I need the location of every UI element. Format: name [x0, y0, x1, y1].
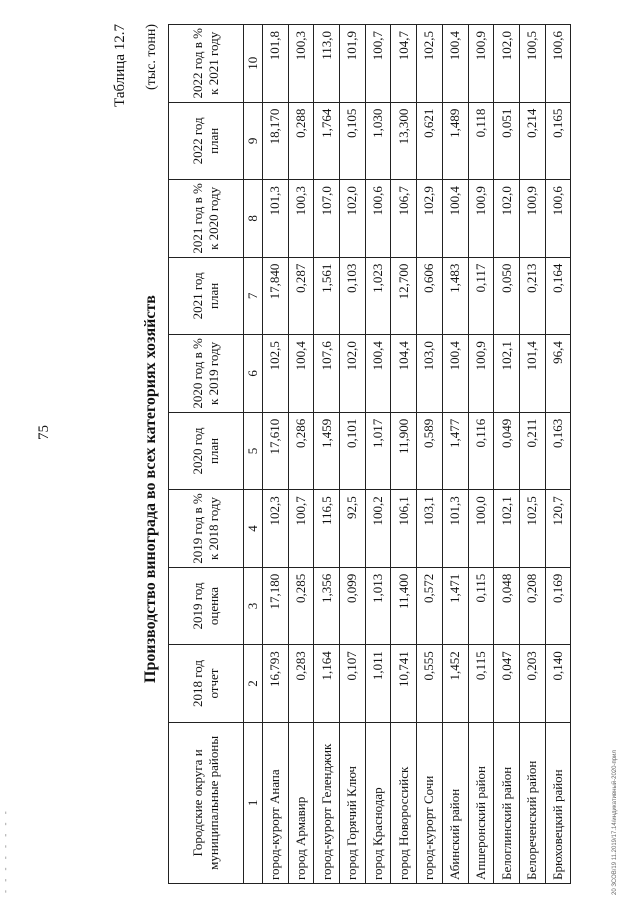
- table-row: [314, 25, 340, 884]
- table-cell: 101,8: [263, 25, 289, 103]
- table-cell: 17,180: [263, 567, 289, 645]
- table-cell: 0,103: [340, 257, 366, 335]
- table-cell: 0,555: [417, 645, 443, 723]
- column-number: 3: [244, 567, 263, 645]
- column-header: 2019 год оценка: [169, 567, 244, 645]
- table-cell: 96,4: [545, 335, 571, 413]
- table-cell: 17,840: [263, 257, 289, 335]
- table-cell: 102,0: [340, 335, 366, 413]
- table-cell: 1,477: [442, 412, 468, 490]
- district-name: Брюховецкий район: [545, 722, 571, 883]
- district-name: Белореченский район: [519, 722, 545, 883]
- table-cell: 100,9: [468, 180, 494, 258]
- table-cell: 0,163: [545, 412, 571, 490]
- table-cell: 0,208: [519, 567, 545, 645]
- table-row: [417, 25, 443, 884]
- table-cell: 102,0: [494, 180, 520, 258]
- column-number-row: [244, 25, 263, 884]
- table-cell: 103,1: [417, 490, 443, 568]
- district-name: город-курорт Геленджик: [314, 722, 340, 883]
- table-cell: 0,283: [288, 645, 314, 723]
- table-cell: 0,140: [545, 645, 571, 723]
- table-cell: 100,6: [545, 25, 571, 103]
- table-cell: 0,606: [417, 257, 443, 335]
- table-cell: 1,561: [314, 257, 340, 335]
- table-cell: 11,400: [391, 567, 417, 645]
- table-cell: 100,4: [442, 25, 468, 103]
- table-cell: 102,3: [263, 490, 289, 568]
- table-cell: 102,5: [263, 335, 289, 413]
- column-header: 2018 год отчет: [169, 645, 244, 723]
- table-cell: 0,107: [340, 645, 366, 723]
- table-cell: 100,4: [365, 335, 391, 413]
- table-cell: 106,7: [391, 180, 417, 258]
- table-row: [442, 25, 468, 884]
- table-cell: 0,287: [288, 257, 314, 335]
- table-cell: 0,169: [545, 567, 571, 645]
- table-cell: 0,203: [519, 645, 545, 723]
- table-cell: 0,164: [545, 257, 571, 335]
- table-cell: 17,610: [263, 412, 289, 490]
- table-cell: 100,7: [365, 25, 391, 103]
- table-cell: 0,099: [340, 567, 366, 645]
- rotated-document-content: [112, 24, 622, 884]
- district-name: город Армавир: [288, 722, 314, 883]
- table-cell: 0,105: [340, 102, 366, 180]
- table-label: Таблица 12.7: [112, 24, 128, 107]
- table-cell: 102,1: [494, 490, 520, 568]
- table-row: [340, 25, 366, 884]
- table-row: [365, 25, 391, 884]
- grape-production-table: [168, 24, 571, 884]
- table-cell: 116,5: [314, 490, 340, 568]
- table-cell: 0,050: [494, 257, 520, 335]
- table-cell: 0,051: [494, 102, 520, 180]
- column-header: 2019 год в % к 2018 году: [169, 490, 244, 568]
- column-number: 7: [244, 257, 263, 335]
- units-label: (тыс. тонн): [144, 24, 159, 90]
- table-cell: 0,101: [340, 412, 366, 490]
- table-cell: 0,049: [494, 412, 520, 490]
- table-cell: 13,300: [391, 102, 417, 180]
- table-cell: 102,1: [494, 335, 520, 413]
- column-header: 2021 год в % к 2020 году: [169, 180, 244, 258]
- table-cell: 10,741: [391, 645, 417, 723]
- table-cell: 1,356: [314, 567, 340, 645]
- table-cell: 1,452: [442, 645, 468, 723]
- table-cell: 100,4: [288, 335, 314, 413]
- table-cell: 100,6: [545, 180, 571, 258]
- table-cell: 0,589: [417, 412, 443, 490]
- district-name: город Горячий Ключ: [340, 722, 366, 883]
- table-cell: 1,483: [442, 257, 468, 335]
- table-cell: 100,7: [288, 490, 314, 568]
- district-name: город Новороссийск: [391, 722, 417, 883]
- district-name: Белоглинский район: [494, 722, 520, 883]
- table-cell: 100,6: [365, 180, 391, 258]
- table-cell: 102,5: [519, 490, 545, 568]
- table-cell: 0,286: [288, 412, 314, 490]
- table-cell: 1,017: [365, 412, 391, 490]
- column-number: 2: [244, 645, 263, 723]
- table-row: [545, 25, 571, 884]
- table-cell: 100,3: [288, 180, 314, 258]
- table-cell: 1,023: [365, 257, 391, 335]
- table-cell: 0,048: [494, 567, 520, 645]
- table-cell: 1,011: [365, 645, 391, 723]
- table-cell: 0,117: [468, 257, 494, 335]
- table-cell: 102,0: [494, 25, 520, 103]
- table-cell: 102,9: [417, 180, 443, 258]
- table-cell: 103,0: [417, 335, 443, 413]
- district-name: Абинский район: [442, 722, 468, 883]
- table-row: [494, 25, 520, 884]
- table-cell: 104,7: [391, 25, 417, 103]
- table-cell: 100,9: [519, 180, 545, 258]
- table-cell: 12,700: [391, 257, 417, 335]
- table-cell: 0,211: [519, 412, 545, 490]
- table-cell: 100,2: [365, 490, 391, 568]
- column-number: 6: [244, 335, 263, 413]
- table-cell: 100,3: [288, 25, 314, 103]
- table-cell: 18,170: [263, 102, 289, 180]
- table-cell: 113,0: [314, 25, 340, 103]
- table-cell: 16,793: [263, 645, 289, 723]
- column-number: 9: [244, 102, 263, 180]
- table-cell: 11,900: [391, 412, 417, 490]
- district-name: город-курорт Анапа: [263, 722, 289, 883]
- column-header: 2021 год план: [169, 257, 244, 335]
- table-row: [391, 25, 417, 884]
- table-cell: 0,288: [288, 102, 314, 180]
- table-cell: 1,459: [314, 412, 340, 490]
- table-cell: 107,6: [314, 335, 340, 413]
- table-cell: 1,013: [365, 567, 391, 645]
- district-name: Апшеронский район: [468, 722, 494, 883]
- table-cell: 0,285: [288, 567, 314, 645]
- table-cell: 0,115: [468, 645, 494, 723]
- table-cell: 0,214: [519, 102, 545, 180]
- column-number: 8: [244, 180, 263, 258]
- table-cell: 1,764: [314, 102, 340, 180]
- table-cell: 100,9: [468, 25, 494, 103]
- table-cell: 0,621: [417, 102, 443, 180]
- column-header: 2022 год план: [169, 102, 244, 180]
- scan-stray-marks: - - - - - - - -: [0, 808, 10, 893]
- table-row: [468, 25, 494, 884]
- document-title: Производство винограда во всех категориях хозяйств: [142, 295, 159, 683]
- table-cell: 101,4: [519, 335, 545, 413]
- table-row: [519, 25, 545, 884]
- table-cell: 0,047: [494, 645, 520, 723]
- table-cell: 100,4: [442, 180, 468, 258]
- table-cell: 120,7: [545, 490, 571, 568]
- table-cell: 101,9: [340, 25, 366, 103]
- column-header: 2022 год в % к 2021 году: [169, 25, 244, 103]
- column-header: Городские округа и муниципальные районы: [169, 722, 244, 883]
- district-name: город-курорт Сочи: [417, 722, 443, 883]
- table-cell: 107,0: [314, 180, 340, 258]
- table-header-row: [169, 25, 244, 884]
- column-header: 2020 год в % к 2019 году: [169, 335, 244, 413]
- table-cell: 0,165: [545, 102, 571, 180]
- column-number: 4: [244, 490, 263, 568]
- district-name: город Краснодар: [365, 722, 391, 883]
- table-cell: 106,1: [391, 490, 417, 568]
- column-number: 5: [244, 412, 263, 490]
- table-cell: 100,5: [519, 25, 545, 103]
- table-cell: 0,115: [468, 567, 494, 645]
- table-cell: 101,3: [263, 180, 289, 258]
- table-cell: 102,5: [417, 25, 443, 103]
- table-cell: 1,489: [442, 102, 468, 180]
- column-number: 10: [244, 25, 263, 103]
- page-number: 75: [36, 425, 52, 440]
- table-cell: 101,3: [442, 490, 468, 568]
- table-cell: 100,0: [468, 490, 494, 568]
- table-cell: 100,9: [468, 335, 494, 413]
- table-cell: 1,030: [365, 102, 391, 180]
- table-cell: 104,4: [391, 335, 417, 413]
- table-cell: 100,4: [442, 335, 468, 413]
- column-header: 2020 год план: [169, 412, 244, 490]
- table-cell: 0,213: [519, 257, 545, 335]
- column-number: 1: [244, 722, 263, 883]
- table-cell: 92,5: [340, 490, 366, 568]
- table-row: [263, 25, 289, 884]
- document-footer-code: 20 ЗСОВ/19 11.2019/17.14/индикативный-2020-прил: [612, 750, 618, 895]
- table-cell: 102,0: [340, 180, 366, 258]
- table-row: [288, 25, 314, 884]
- table-cell: 1,164: [314, 645, 340, 723]
- table-cell: 0,118: [468, 102, 494, 180]
- table-cell: 0,116: [468, 412, 494, 490]
- table-cell: 1,471: [442, 567, 468, 645]
- table-cell: 0,572: [417, 567, 443, 645]
